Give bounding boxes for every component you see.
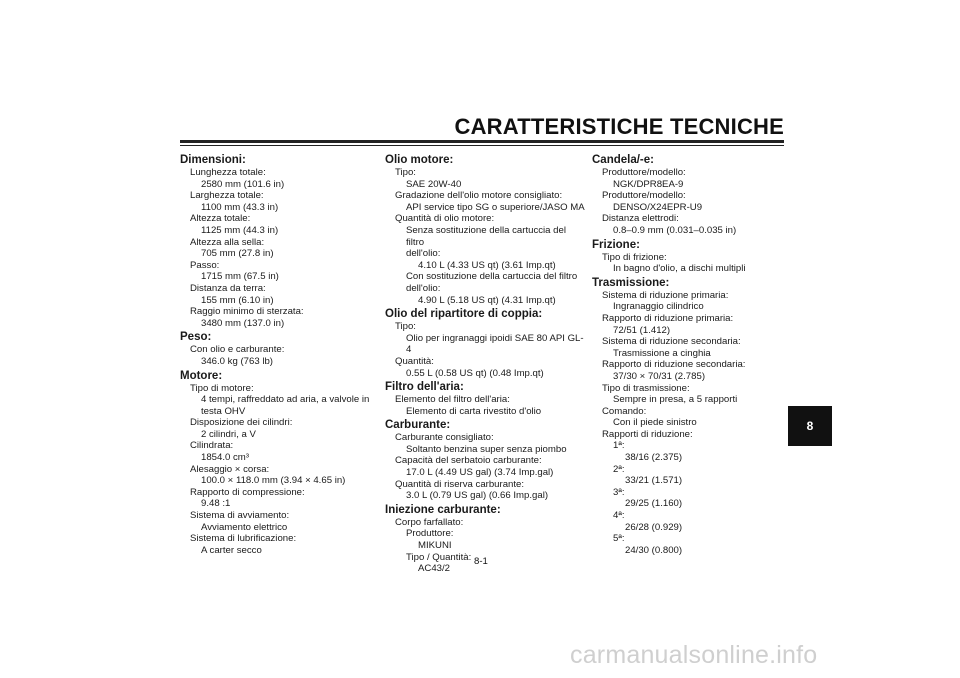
spec-value: 705 mm (27.8 in) <box>201 248 274 260</box>
spec-value: Senza sostituzione della cartuccia del filtro <box>406 224 566 248</box>
spec-label: Distanza da terra: <box>190 282 266 294</box>
spec-subvalue: 26/28 (0.929) <box>625 521 683 533</box>
spec-label: Rapporto di riduzione primaria: <box>602 312 734 324</box>
spec-label: Disposizione dei cilindri: <box>190 417 293 429</box>
spec-label: Tipo: <box>395 167 416 178</box>
spec-value: 346.0 kg (763 lb) <box>201 355 273 367</box>
spec-value: Soltanto benzina super senza piombo <box>406 443 567 455</box>
spec-value: Olio per ingranaggi ipoidi SAE 80 API GL-4 <box>406 332 584 356</box>
spec-subvalue: 4.10 L (4.33 US qt) (3.61 Imp.qt) <box>418 259 556 271</box>
spec-label: Altezza totale: <box>190 213 251 225</box>
section-title: Iniezione carburante: <box>385 503 501 516</box>
spec-label: Quantità di olio motore: <box>395 213 495 225</box>
spec-label: Raggio minimo di sterzata: <box>190 306 304 318</box>
spec-subvalue: 33/21 (1.571) <box>625 475 683 487</box>
spec-label: Tipo di frizione: <box>602 251 667 263</box>
spec-value: 3.0 L (0.79 US gal) (0.66 Imp.gal) <box>406 490 549 502</box>
spec-label: Alesaggio × corsa: <box>190 463 270 475</box>
spec-value: A carter secco <box>201 544 262 556</box>
section-title: Dimensioni: <box>180 154 246 166</box>
spec-label: Produttore/modello: <box>602 190 686 202</box>
spec-label: Corpo farfallato: <box>395 516 464 528</box>
spec-value: Tipo / Quantità: <box>406 551 472 563</box>
spec-label: Comando: <box>602 405 647 417</box>
spec-column-1 <box>180 152 370 556</box>
spec-label: Passo: <box>190 259 220 271</box>
spec-label: Sistema di lubrificazione: <box>190 533 297 545</box>
spec-value: 3480 mm (137.0 in) <box>201 317 285 329</box>
spec-value: API service tipo SG o superiore/JASO MA <box>406 201 585 213</box>
section-title: Peso: <box>180 331 212 344</box>
spec-label: Sistema di riduzione secondaria: <box>602 336 741 348</box>
spec-label: Produttore/modello: <box>602 167 686 178</box>
spec-label: Quantità di riserva carburante: <box>395 478 525 490</box>
spec-value: 2 cilindri, a V <box>201 428 256 440</box>
spec-value: testa OHV <box>201 405 246 417</box>
page-title: CARATTERISTICHE TECNICHE <box>454 114 784 139</box>
spec-value: 1125 mm (44.3 in) <box>201 224 279 236</box>
header-rule-thin <box>180 145 784 146</box>
page-number: 8-1 <box>474 556 488 567</box>
section-title: Candela/-e: <box>592 154 654 166</box>
spec-value: 2580 mm (101.6 in) <box>201 178 285 190</box>
spec-value: Ingranaggio cilindrico <box>613 301 704 313</box>
header-rule <box>180 140 784 143</box>
spec-subvalue: 38/16 (2.375) <box>625 452 683 464</box>
spec-subvalue: 29/25 (1.160) <box>625 498 683 510</box>
spec-value: In bagno d'olio, a dischi multipli <box>613 263 746 275</box>
spec-value: dell'olio: <box>406 282 441 294</box>
chapter-tab-label: 8 <box>806 419 814 433</box>
spec-label: Distanza elettrodi: <box>602 213 679 225</box>
spec-value: dell'olio: <box>406 248 441 260</box>
section-title: Motore: <box>180 369 223 382</box>
spec-label: Tipo di motore: <box>190 382 254 394</box>
spec-label: Con olio e carburante: <box>190 344 285 356</box>
spec-label: Larghezza totale: <box>190 190 264 202</box>
spec-label: Sistema di riduzione primaria: <box>602 289 729 301</box>
spec-value: Produttore: <box>406 528 454 540</box>
spec-value: 4ª: <box>613 510 625 522</box>
spec-subvalue: MIKUNI <box>418 540 452 552</box>
spec-value: 0.55 L (0.58 US qt) (0.48 Imp.qt) <box>406 367 544 379</box>
spec-label: Tipo di trasmissione: <box>602 382 690 394</box>
section-title: Olio motore: <box>385 154 454 166</box>
spec-label: Tipo: <box>395 321 416 333</box>
spec-subvalue: 4.90 L (5.18 US qt) (4.31 Imp.qt) <box>418 294 556 306</box>
spec-value: Avviamento elettrico <box>201 521 288 533</box>
spec-label: Altezza alla sella: <box>190 236 265 248</box>
spec-value: 37/30 × 70/31 (2.785) <box>613 370 706 382</box>
section-title: Carburante: <box>385 419 451 432</box>
spec-label: Capacità del serbatoio carburante: <box>395 455 542 467</box>
spec-value: 0.8–0.9 mm (0.031–0.035 in) <box>613 224 737 236</box>
spec-value: Con sostituzione della cartuccia del filtro <box>406 271 578 283</box>
spec-label: Sistema di avviamento: <box>190 510 290 522</box>
spec-value: 4 tempi, raffreddato ad aria, a valvole in <box>201 394 370 406</box>
spec-value: 1854.0 cm³ <box>201 452 249 464</box>
spec-value: 1ª: <box>613 440 625 452</box>
spec-column-3 <box>592 152 767 556</box>
section-title: Filtro dell'aria: <box>385 381 464 394</box>
spec-value: 2ª: <box>613 463 625 475</box>
spec-value: 17.0 L (4.49 US gal) (3.74 Imp.gal) <box>406 467 554 479</box>
spec-value: 9.48 :1 <box>201 498 231 510</box>
spec-label: Quantità: <box>395 355 434 367</box>
spec-value: 5ª: <box>613 533 625 545</box>
spec-value: 72/51 (1.412) <box>613 324 671 336</box>
spec-label: Elemento del filtro dell'aria: <box>395 394 510 406</box>
watermark: carmanualsonline.info <box>570 641 818 669</box>
chapter-tab[interactable] <box>788 406 832 446</box>
spec-value: 1100 mm (43.3 in) <box>201 201 279 213</box>
spec-value: Trasmissione a cinghia <box>613 347 711 359</box>
spec-value: 3ª: <box>613 486 625 498</box>
spec-value: Con il piede sinistro <box>613 417 697 429</box>
spec-value: Elemento di carta rivestito d'olio <box>406 405 542 417</box>
spec-value: NGK/DPR8EA-9 <box>613 178 684 190</box>
spec-value: Sempre in presa, a 5 rapporti <box>613 394 738 406</box>
spec-value: 155 mm (6.10 in) <box>201 294 274 306</box>
spec-value: 1715 mm (67.5 in) <box>201 271 279 283</box>
spec-label: Lunghezza totale: <box>190 167 266 178</box>
section-title: Trasmissione: <box>592 276 670 289</box>
spec-label: Gradazione dell'olio motore consigliato: <box>395 190 563 202</box>
spec-label: Carburante consigliato: <box>395 432 494 444</box>
spec-label: Rapporto di riduzione secondaria: <box>602 359 746 371</box>
spec-label: Rapporto di compressione: <box>190 486 305 498</box>
spec-value: 100.0 × 118.0 mm (3.94 × 4.65 in) <box>201 475 346 487</box>
spec-label: Cilindrata: <box>190 440 234 452</box>
spec-value: SAE 20W-40 <box>406 178 462 190</box>
section-title: Olio del ripartitore di coppia: <box>385 308 543 321</box>
spec-value: DENSO/X24EPR-U9 <box>613 201 703 213</box>
spec-label: Rapporti di riduzione: <box>602 428 693 440</box>
spec-subvalue: AC43/2 <box>418 563 450 575</box>
spec-column-2 <box>385 152 585 575</box>
spec-subvalue: 24/30 (0.800) <box>625 544 683 556</box>
section-title: Frizione: <box>592 238 640 251</box>
